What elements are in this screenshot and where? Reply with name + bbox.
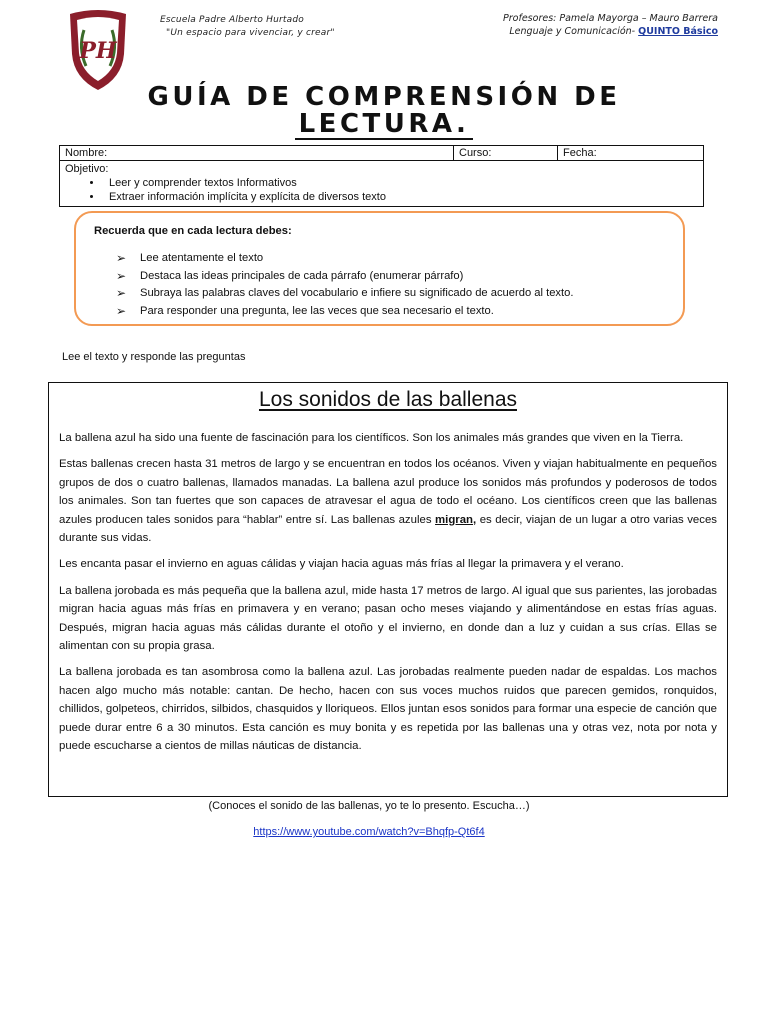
course-field[interactable]: Curso: — [454, 146, 558, 160]
subject-line — [503, 25, 718, 38]
arrow-bullet-icon: ➢ — [116, 268, 127, 283]
reminder-item: ➢ Destaca las ideas principales de cada párrafo (enumerar párrafo) — [116, 268, 573, 286]
school-name: Escuela Padre Alberto Hurtado — [160, 15, 304, 25]
reminder-box — [74, 211, 685, 326]
title-line-1: GUÍA DE COMPRENSIÓN DE — [147, 82, 621, 112]
student-fields-row — [60, 146, 703, 161]
arrow-bullet-icon: ➢ — [116, 286, 127, 300]
reminder-item: ➢ Subraya las palabras claves del vocabulario e infiere su significado de acuerdo al texto. — [116, 285, 573, 303]
instruction-text: Lee el texto y responde las preguntas — [62, 351, 246, 363]
reminder-item: ➢ Lee atentamente el texto — [116, 250, 573, 268]
reading-box — [48, 382, 728, 797]
page-title — [0, 84, 768, 140]
school-info — [160, 14, 335, 40]
reminder-list — [116, 250, 573, 320]
youtube-link[interactable]: https://www.youtube.com/watch?v=Bhqfp-Qt6f4 — [253, 826, 485, 838]
date-field[interactable]: Fecha: — [563, 147, 597, 159]
paragraph-1: La ballena azul ha sido una fuente de fascinación para los científicos. Son los animales más grandes que viven en la Tierra. — [59, 432, 684, 444]
arrow-bullet-icon: ➢ — [116, 303, 127, 318]
teachers-names: Profesores: Pamela Mayorga – Mauro Barrera — [503, 13, 718, 24]
video-link-row — [0, 826, 738, 838]
paragraph-4: La ballena jorobada es más pequeña que la ballena azul, mide hasta 17 metros de largo. Al igual que sus parientes, las jorobadas migran hacia aguas más frías en primavera y en verano; pasan ocho meses viajando y alimentándose en estas frías aguas. Después, migran hacia aguas más cálidas durante el otoño y el invierno, en donde dan a luz y cuidan a sus crías. Ellas se alimentan con su propia grasa. — [59, 584, 717, 653]
title-line-2: LECTURA. — [295, 111, 474, 140]
objectives — [60, 161, 703, 206]
reading-title: Los sonidos de las ballenas — [258, 388, 517, 411]
school-logo — [64, 8, 132, 92]
subject: Lenguaje y Comunicación- — [509, 26, 636, 37]
paragraph-3: Les encanta pasar el invierno en aguas cálidas y viajan hacia aguas más frías al llegar la primavera y el verano. — [59, 558, 624, 571]
reading-body — [59, 429, 717, 764]
teachers-info — [503, 12, 718, 38]
keyword-migran: migran, — [435, 513, 477, 526]
listen-note: (Conoces el sonido de las ballenas, yo te lo presento. Escucha…) — [208, 800, 530, 812]
paragraph-2: Estas ballenas crecen hasta 31 metros de largo y se encuentran en todos los océanos. Viven y viajan habitualmente en pequeños grupos de dos o cuatro ballenas, llamados manadas. La ballena azul produce los sonidos más profundos y poderosos de todos los animales. Son tan fuertes que son capaces de atravesar el agua de todo el océano. Los científicos creen que las ballenas azules producen tales sonidos para “hablar” entre sí. Las ballenas azules migran, es decir, viajan de un lugar a otro varias veces durante sus vidas. — [59, 458, 717, 545]
name-field[interactable]: Nombre: — [60, 146, 454, 160]
objectives-list — [65, 176, 698, 204]
student-info-table — [59, 145, 704, 207]
grade: QUINTO Básico — [638, 26, 718, 37]
arrow-bullet-icon: ➢ — [116, 251, 127, 265]
logo-initials: PH — [79, 38, 117, 64]
reminder-item: ➢ Para responder una pregunta, lee las veces que sea necesario el texto. — [116, 303, 573, 321]
paragraph-5: La ballena jorobada es tan asombrosa como la ballena azul. Las jorobadas realmente pueden nadar de espaldas. Los machos hacen algo mucho más notable: cantan. De hecho, hacen con sus voces muchos ruidos que parecen gemidos, ronquidos, chillidos, golpeteos, chirridos, silbidos, chasquidos y lloriqueos. Ellos juntan esos sonidos para formar una especie de canción que puede durar entre 6 a 30 minutos. Esta canción es muy bonita y es repetida por las ballenas una y otras vez, nota por nota y puede escucharse a cientos de millas náuticas de distancia. — [59, 666, 717, 753]
objective-item: • Leer y comprender textos Informativos — [103, 176, 698, 190]
objectives-label: Objetivo: — [65, 163, 109, 175]
reminder-heading: Recuerda que en cada lectura debes: — [94, 225, 292, 237]
school-motto: "Un espacio para vivenciar, y crear" — [166, 28, 335, 38]
objective-item: • Extraer información implícita y explícita de diversos texto — [103, 190, 698, 204]
